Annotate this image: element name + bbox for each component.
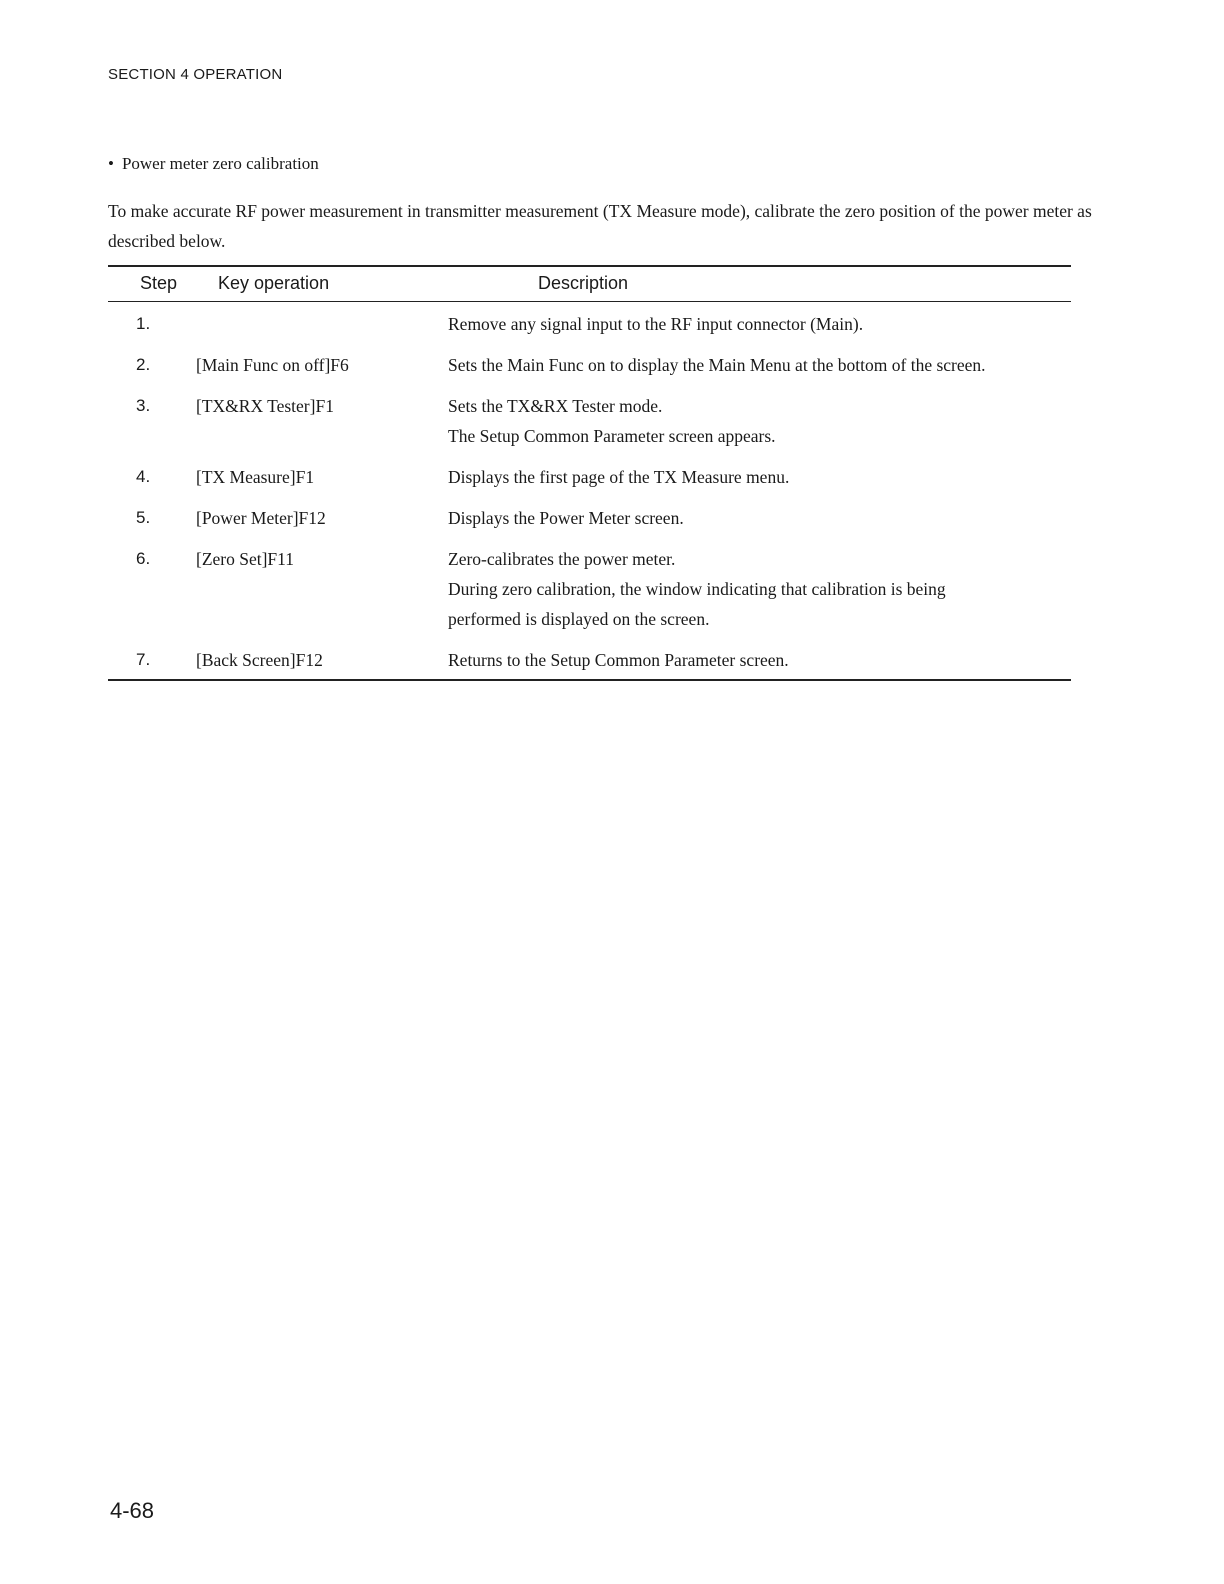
procedure-table-body (108, 302, 1071, 679)
step-description (448, 645, 1071, 675)
bullet-marker: • (108, 154, 114, 173)
description-line: Remove any signal input to the RF input connector (Main). (448, 314, 864, 334)
step-number: 3. (136, 396, 151, 415)
step-description (448, 462, 1071, 492)
step-description (448, 503, 1071, 533)
description-line: The Setup Common Parameter screen appears. (448, 426, 776, 446)
step-number: 6. (136, 549, 151, 568)
step-number: 1. (136, 314, 151, 333)
description-line: Sets the Main Func on to display the Main Menu at the bottom of the screen. (448, 355, 986, 375)
description-line: Returns to the Setup Common Parameter screen. (448, 650, 789, 670)
procedure-table-header (108, 267, 1071, 302)
table-row (108, 384, 1071, 455)
table-row (108, 343, 1071, 384)
header-description: Description (538, 273, 629, 293)
header-step: Step (140, 273, 178, 293)
procedure-heading (108, 154, 319, 174)
key-operation: [TX&RX Tester]F1 (196, 396, 334, 416)
table-row (108, 455, 1071, 496)
intro-paragraph: To make accurate RF power measurement in transmitter measurement (TX Measure mode), calibrate the zero position of the power meter as described below. (108, 201, 1092, 251)
description-line: During zero calibration, the window indicating that calibration is being (448, 579, 946, 599)
step-description (448, 350, 1071, 380)
key-operation: [Back Screen]F12 (196, 650, 323, 670)
description-line: Displays the Power Meter screen. (448, 508, 684, 528)
page-number: 4-68 (110, 1498, 155, 1523)
step-number: 7. (136, 650, 151, 669)
step-number: 4. (136, 467, 151, 486)
procedure-table (108, 265, 1071, 681)
description-line: performed is displayed on the screen. (448, 609, 710, 629)
header-key-operation: Key operation (218, 273, 330, 293)
section-header: SECTION 4 OPERATION (108, 66, 283, 83)
key-operation: [TX Measure]F1 (196, 467, 315, 487)
description-line: Displays the first page of the TX Measure menu. (448, 467, 790, 487)
table-row (108, 496, 1071, 537)
table-row (108, 638, 1071, 679)
step-number: 2. (136, 355, 151, 374)
table-row (108, 302, 1071, 343)
key-operation: [Zero Set]F11 (196, 549, 295, 569)
key-operation: [Power Meter]F12 (196, 508, 326, 528)
procedure-heading-text: Power meter zero calibration (121, 154, 319, 173)
table-row (108, 537, 1071, 638)
step-description (448, 391, 1071, 451)
key-operation: [Main Func on off]F6 (196, 355, 349, 375)
description-line: Zero-calibrates the power meter. (448, 549, 676, 569)
description-line: Sets the TX&RX Tester mode. (448, 396, 663, 416)
step-description (448, 309, 1071, 339)
step-description (448, 544, 1071, 634)
step-number: 5. (136, 508, 151, 527)
